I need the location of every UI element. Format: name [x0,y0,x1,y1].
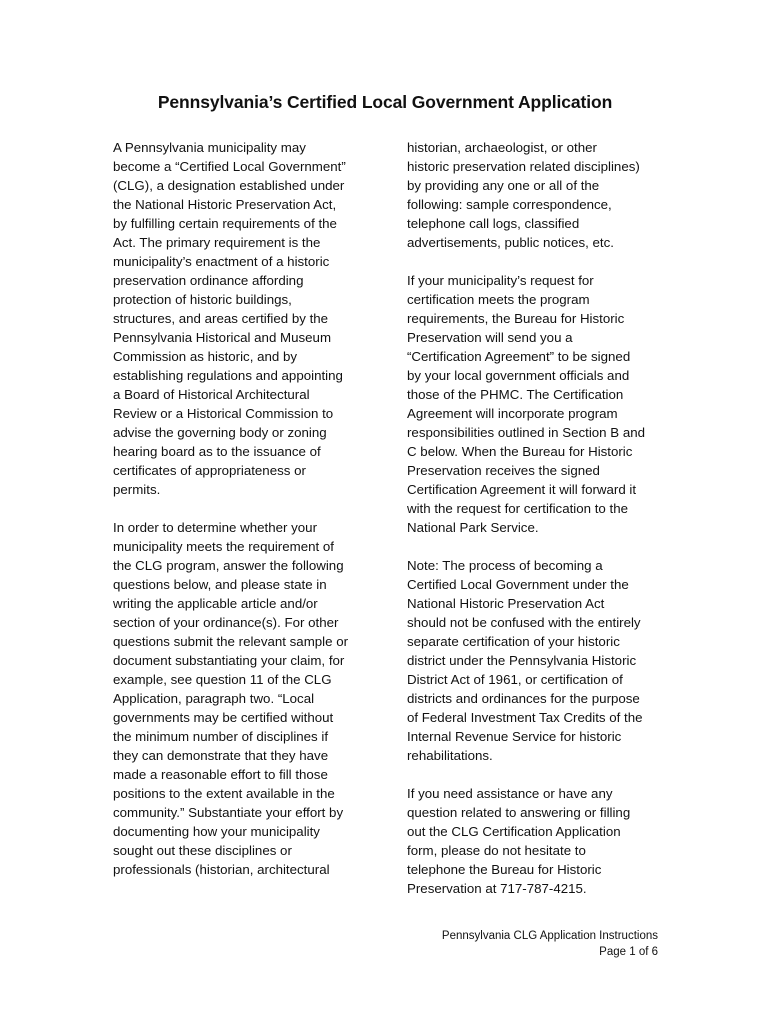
text-line: form, please do not hesitate to [407,843,586,858]
text-line: Pennsylvania Historical and Museum [113,330,332,345]
text-line: Agreement will incorporate program [407,406,618,421]
text-line: municipality meets the requirement of [113,539,334,554]
text-line: example, see question 11 of the CLG [113,672,332,687]
text-line: Application, paragraph two. “Local [113,691,315,706]
text-line: telephone call logs, classified [407,216,580,231]
text-line: questions submit the relevant sample or [113,634,349,649]
text-line: If you need assistance or have any [407,786,613,801]
text-line: they can demonstrate that they have [113,748,329,763]
paragraph [407,271,669,537]
page-title: Pennsylvania’s Certified Local Government Application [157,92,613,112]
text-line: sought out these disciplines or [113,843,292,858]
paragraph [407,556,669,765]
text-line: In order to determine whether your [113,520,317,535]
text-line: become a “Certified Local Government” [113,159,346,174]
text-line: those of the PHMC. The Certification [407,387,624,402]
text-line: establishing regulations and appointing [113,368,343,383]
text-line: Act. The primary requirement is the [113,235,321,250]
text-line: “Certification Agreement” to be signed [407,349,631,364]
paragraph [113,138,375,499]
text-line: with the request for certification to the [407,501,628,516]
text-line: Review or a Historical Commission to [113,406,334,421]
text-line: of Federal Investment Tax Credits of the [407,710,643,725]
text-line: district under the Pennsylvania Historic [407,653,637,668]
paragraph [407,138,669,252]
text-line: the minimum number of disciplines if [113,729,329,744]
text-line: C below. When the Bureau for Historic [407,444,633,459]
footer-document-name: Pennsylvania CLG Application Instructions [441,930,658,942]
text-line: Certified Local Government under the [407,577,629,592]
text-line: Certification Agreement it will forward it [407,482,637,497]
text-line: advertisements, public notices, etc. [407,235,614,250]
text-line: questions below, and please state in [113,577,327,592]
text-line: District Act of 1961, or certification of [407,672,623,687]
text-line: writing the applicable article and/or [113,596,318,611]
text-line: structures, and areas certified by the [113,311,329,326]
text-line: telephone the Bureau for Historic [407,862,602,877]
text-line: community.” Substantiate your effort by [113,805,344,820]
text-line: historic preservation related disciplines) [407,159,640,174]
text-line: by your local government officials and [407,368,630,383]
text-line: advise the governing body or zoning [113,425,327,440]
right-column [407,138,669,917]
text-line: section of your ordinance(s). For other [113,615,339,630]
text-line: made a reasonable effort to fill those [113,767,328,782]
text-line: permits. [113,482,161,497]
text-line: certification meets the program [407,292,590,307]
text-line: separate certification of your historic [407,634,620,649]
text-line: Preservation at 717-787-4215. [407,881,587,896]
text-line: positions to the extent available in the [113,786,335,801]
text-line: governments may be certified without [113,710,334,725]
text-line: National Historic Preservation Act [407,596,605,611]
text-line: out the CLG Certification Application [407,824,621,839]
text-line: the National Historic Preservation Act, [113,197,337,212]
text-line: districts and ordinances for the purpose [407,691,640,706]
left-column [113,138,375,898]
text-line: National Park Service. [407,520,539,535]
text-line: by fulfilling certain requirements of the [113,216,337,231]
text-line: rehabilitations. [407,748,493,763]
text-line: question related to answering or filling [407,805,631,820]
page-footer [442,928,658,960]
text-line: Commission as historic, and by [113,349,298,364]
text-line: responsibilities outlined in Section B and [407,425,646,440]
text-line: protection of historic buildings, [113,292,292,307]
text-line: Preservation will send you a [407,330,573,345]
text-line: If your municipality’s request for [407,273,594,288]
text-line: preservation ordinance affording [113,273,304,288]
text-line: document substantiating your claim, for [113,653,345,668]
text-line: should not be confused with the entirely [407,615,641,630]
text-line: a Board of Historical Architectural [113,387,310,402]
text-line: historian, archaeologist, or other [407,140,597,155]
footer-page-number: Page 1 of 6 [599,946,658,958]
paragraph [113,518,375,879]
text-line: the CLG program, answer the following [113,558,344,573]
text-line: Internal Revenue Service for historic [407,729,622,744]
text-line: municipality’s enactment of a historic [113,254,330,269]
text-line: A Pennsylvania municipality may [113,140,306,155]
paragraph [407,784,669,898]
text-line: documenting how your municipality [113,824,320,839]
text-line: certificates of appropriateness or [113,463,306,478]
text-line: (CLG), a designation established under [113,178,345,193]
text-line: Note: The process of becoming a [407,558,603,573]
text-line: professionals (historian, architectural [113,862,330,877]
text-line: requirements, the Bureau for Historic [407,311,625,326]
text-line: hearing board as to the issuance of [113,444,321,459]
text-line: following: sample correspondence, [407,197,612,212]
text-line: Preservation receives the signed [407,463,600,478]
text-line: by providing any one or all of the [407,178,600,193]
